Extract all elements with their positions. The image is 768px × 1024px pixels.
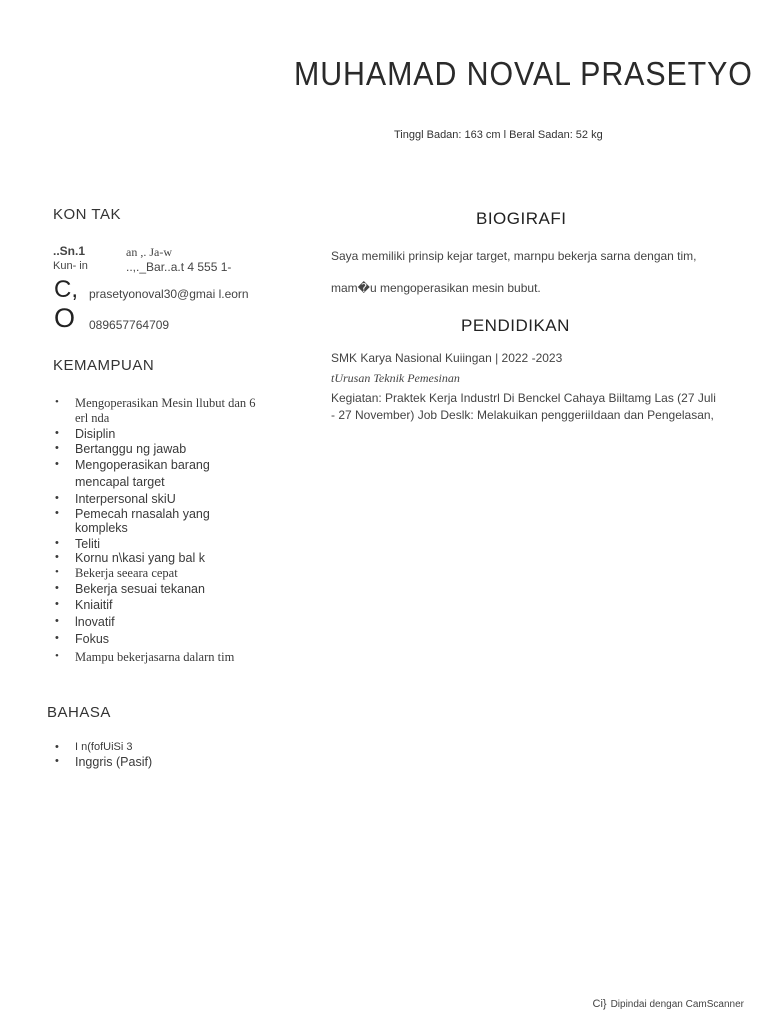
skill-item: • Kornu n\kasi yang bal k: [53, 551, 263, 565]
biography-line1: Saya memiliki prinsip kejar target, marnpu bekerja sarna dengan tim,: [331, 249, 697, 263]
skill-item: • Fokus: [53, 632, 263, 646]
education-school: SMK Karya Nasional Kuiingan | 2022 -2023: [331, 351, 563, 365]
skills-section-title: KEMAMPUAN: [53, 357, 155, 374]
languages-section-title: BAHASA: [47, 704, 111, 721]
education-activity-line2: - 27 November) Job Deslk: Melakuikan penggeriiIdaan dan Pengelasan,: [331, 408, 714, 422]
biography-section-title: BIOGIRAFI: [476, 209, 567, 228]
skill-item: • Kniaitif: [53, 598, 263, 612]
skill-item: • Teliti: [53, 537, 263, 551]
camscanner-icon: Ci}: [592, 998, 607, 1010]
skill-item: • Mampu bekerjasarna dalarn tim: [53, 650, 263, 665]
education-activity-line1: Kegiatan: Praktek Kerja Industrl Di Benckel Cahaya Biiltamg Las (27 Juli: [331, 391, 716, 405]
skill-item: • Disiplin: [53, 427, 263, 441]
address-line1-left: ..Sn.1: [53, 244, 86, 258]
skills-list: [53, 396, 263, 665]
applicant-name: MUHAMAD NOVAL PRASETYO: [294, 55, 753, 92]
email-address: prasetyonoval30@gmai l.eorn: [89, 287, 249, 301]
skill-item: • Bekerja seeara cepat: [53, 566, 263, 581]
skill-item: • lnovatif: [53, 615, 263, 629]
email-icon: C,: [54, 276, 78, 303]
skill-item: • Bertanggu ng jawab: [53, 442, 263, 456]
biography-line2: mam�u mengoperasikan mesin bubut.: [331, 281, 541, 295]
camscanner-watermark: [593, 998, 744, 1010]
skill-item: • Mengoperasikan Mesin llubut dan 6 erl nda: [53, 396, 263, 426]
address-line1-right: an ,. Ja-w: [126, 245, 172, 259]
contact-section-title: KON TAK: [53, 206, 121, 223]
phone-number: 089657764709: [89, 318, 170, 332]
skill-item: • Mengoperasikan barang mencapal target: [53, 457, 263, 491]
skill-item: • Interpersonal skiU: [53, 492, 263, 506]
skill-item: • Bekerja sesuai tekanan: [53, 582, 263, 596]
address-line2-right: ..,._Bar..a.t 4 555 1-: [126, 260, 232, 274]
skills-list-wrapper: [53, 396, 263, 665]
language-item: • I n(fofUiSi 3: [53, 741, 253, 753]
language-item: • Inggris (Pasif): [53, 755, 253, 769]
physical-stats: Tinggl Badan: 163 cm l Beral Sadan: 52 kg: [394, 129, 603, 141]
camscanner-text: Dipindai dengan CamScanner: [610, 999, 744, 1010]
languages-list-wrapper: [53, 741, 253, 769]
languages-list: [53, 741, 253, 769]
education-major: tUrusan Teknik Pemesinan: [331, 371, 460, 385]
phone-icon: O: [54, 303, 76, 333]
address-line2-left: Kun- in: [53, 260, 88, 272]
education-section-title: PENDIDIKAN: [461, 316, 570, 335]
skill-item: • Pemecah rnasalah yang kompleks: [53, 507, 263, 535]
